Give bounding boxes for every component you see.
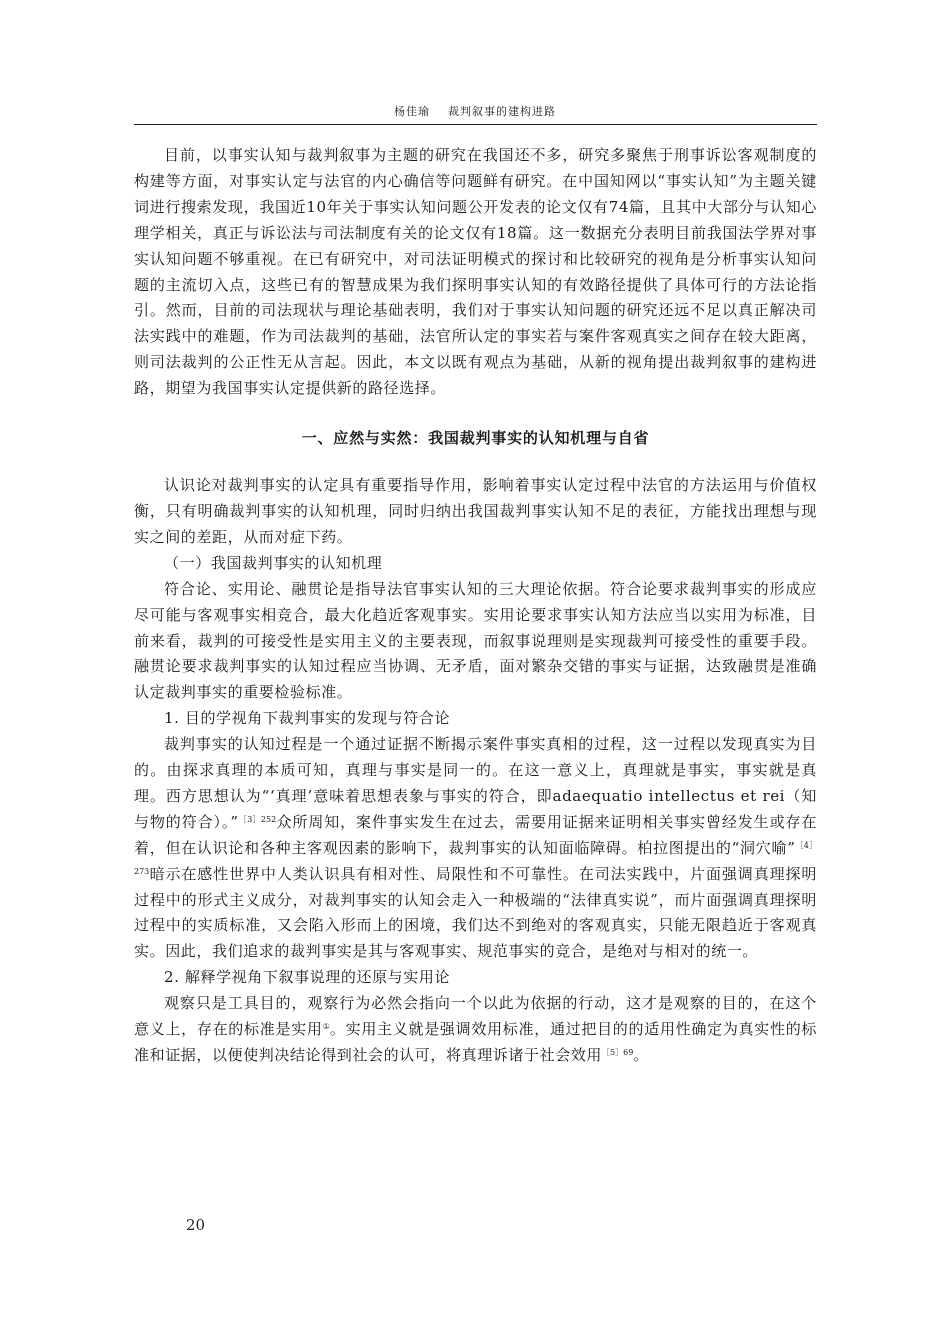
page-number: 20	[186, 1216, 206, 1234]
citation-3: ［3］252	[238, 814, 277, 824]
paragraph-theories: 符合论、实用论、融贯论是指导法官事实认知的三大理论依据。符合论要求裁判事实的形成应尽可能与客观事实相竞合，最大化趋近客观事实。实用论要求事实认知方法应当以实用为标准，目前来看，裁判的可接受性是实用主义的主要表现，而叙事说理则是实现裁判可接受性的重要手段。融贯论要求裁判事实的认知过程应当协调、无矛盾，面对繁杂交错的事实与证据，达致融贯是准确认定裁判事实的重要检验标准。	[134, 579, 817, 702]
subsection-heading-1: （一）我国裁判事实的认知机理	[164, 553, 383, 572]
text-run: 。	[633, 1046, 649, 1064]
citation-5: ［5］69	[602, 1048, 634, 1057]
paragraph-correspondence	[134, 732, 817, 965]
header-rule	[134, 124, 817, 125]
paragraph-intro: 目前，以事实认知与裁判叙事为主题的研究在我国还不多，研究多聚焦于刑事诉讼客观制度的构建等方面，对事实认定与法官的内心确信等问题鲜有研究。在中国知网以“事实认知”为主题关键词进行搜索发现，我国近10年关于事实认知问题公开发表的论文仅有74篇，且其中大部分与认知心理学相关，真正与诉讼法与司法制度有关的论文仅有18篇。这一数据充分表明目前我国法学界对事实认知问题不够重视。在已有研究中，对司法证明模式的探讨和比较研究的视角是分析事实认知问题的主流切入点，这些已有的智慧成果为我们探明事实认知的有效路径提供了具体可行的方法论指引。然而，目前的司法现状与理论基础表明，我们对于事实认知问题的研究还远不足以真正解决司法实践中的难题，作为司法裁判的基础，法官所认定的事实若与案件客观真实之间存在较大距离，则司法裁判的公正性无从言起。因此，本文以既有观点为基础，从新的视角提出裁判叙事的建构进路，期望为我国事实认定提供新的路径选择。	[134, 146, 817, 398]
section-heading-1: 一、应然与实然：我国裁判事实的认知机理与自省	[301, 429, 650, 448]
citation-4: ［4］273	[134, 840, 817, 876]
header-author: 杨佳瑜	[394, 105, 430, 118]
article-body	[134, 143, 817, 1069]
paragraph-pragmatism	[134, 991, 817, 1069]
paragraph-section1-intro: 认识论对裁判事实的认定具有重要指导作用，影响着事实认定过程中法官的方法运用与价值权衡，只有明确裁判事实的认知机理，同时归纳出我国裁判事实认知不足的表征，方能找出理想与现实之间的差距，从而对症下药。	[134, 476, 817, 546]
header-title: 裁判叙事的建构进路	[448, 105, 556, 118]
running-header	[0, 103, 950, 119]
text-run: 众所周知，案件事实发生在过去，需要用证据来证明相关事实曾经发生或存在着，但在认识论和各种主客观因素的影响下，裁判事实的认知面临障碍。柏拉图提出的“洞穴喻”	[134, 812, 817, 857]
subsection-heading-1-2: 2. 解释学视角下叙事说理的还原与实用论	[164, 968, 451, 987]
subsection-heading-1-1: 1. 目的学视角下裁判事实的发现与符合论	[164, 709, 451, 728]
text-run: 裁判事实的认知过程是一个通过证据不断揭示案件事实真相的过程，这一过程以发现真实为目的。由探求真理的本质可知，真理与事实是同一的。在这一意义上，真理就是事实，事实就是真理。西方思想认为“‘真理’意味着思想表象与事实的符合，即adaequatio intellectus et rei（知与物的符合）。”	[134, 735, 817, 831]
text-run: 观察只是工具目的，观察行为必然会指向一个以此为依据的行动，这才是观察的目的，在这个意义上，存在的标准是实用	[134, 994, 817, 1039]
text-run: 。实用主义就是强调效用标准，通过把目的的适用性确定为真实性的标准和证据，以便使判决结论得到社会的认可，将真理诉诸于社会效用	[134, 1020, 818, 1064]
text-run: 暗示在感性世界中人类认识具有相对性、局限性和不可靠性。在司法实践中，片面强调真理探明过程中的形式主义成分，对裁判事实的认知会走入一种极端的“法律真实说”，而片面强调真理探明过程中的实质标准，又会陷入形而上的困境，我们达不到绝对的客观真实，只能无限趋近于客观真实。因此，我们追求的裁判事实是其与客观事实、规范事实的竞合，是绝对与相对的统一。	[134, 864, 817, 961]
footnote-marker-1: ①	[322, 1022, 330, 1032]
